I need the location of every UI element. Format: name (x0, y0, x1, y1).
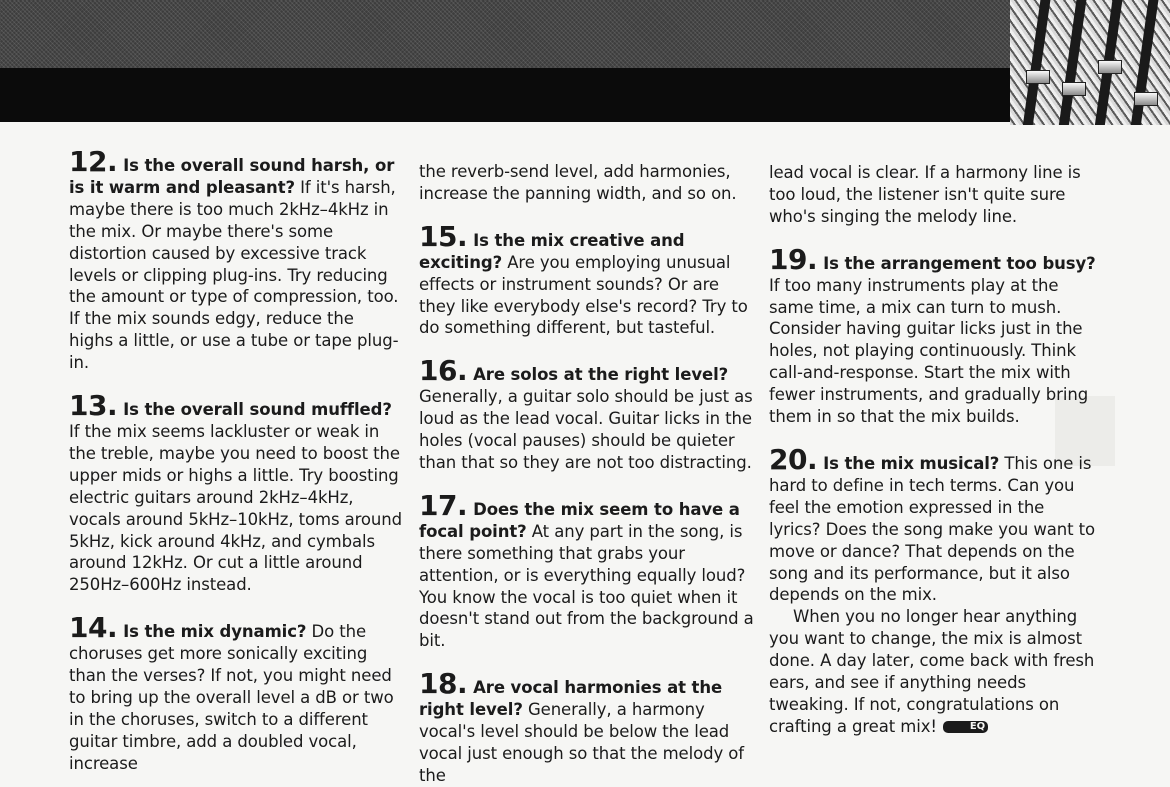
item-number: 18. (419, 667, 468, 701)
item-17 (419, 488, 755, 652)
item-16 (419, 354, 755, 474)
item-question: Is the mix creative and exciting? (419, 230, 685, 272)
item-question: Is the overall sound muffled? (123, 400, 392, 420)
item-number: 19. (769, 242, 818, 276)
item-question: Is the mix musical? (823, 453, 1000, 473)
item-answer: If it's harsh, maybe there is too much 2kHz–4kHz in the mix. Or maybe there's some distortion caused by excessive track levels or clipping plug-ins. Try reducing the amount or type of compression, too. If the mix sounds edgy, reduce the highs a little, or use a tube or tape plug-in. (69, 177, 399, 373)
item-answer: Do the choruses get more sonically exciting than the verses? If not, you might need to bring up the overall level a dB or two in the choruses, switch to a different guitar timbre, add a doubled vocal, increase (69, 622, 394, 773)
closing-text: When you no longer hear anything you want to change, the mix is almost done. A day later, come back with fresh ears, and see if anything needs tweaking. If not, congratulations on crafting a great mix! (769, 607, 1095, 736)
item-answer: If the mix seems lackluster or weak in the treble, maybe you need to boost the upper mids or highs a little. Try boosting electric guitars around 2kHz–4kHz, vocals around 5kHz–10kHz, toms around 5kHz, kick around 4kHz, and cymbals around 12kHz. Or cut a little around 250Hz–600Hz instead. (69, 421, 403, 595)
item-number: 17. (419, 488, 468, 522)
item-18 (419, 667, 755, 787)
column-2 (419, 161, 755, 787)
item-question: Are vocal harmonies at the right level? (419, 678, 723, 720)
item-answer: Generally, a guitar solo should be just as loud as the lead vocal. Guitar licks in the holes (vocal pauses) should be quieter than that so they are not too distracting. (419, 387, 753, 472)
eq-end-mark-icon: EQ (943, 721, 988, 733)
column-1 (69, 145, 403, 775)
item-15 (419, 219, 755, 340)
closing-paragraph (769, 606, 1097, 737)
item-question: Is the overall sound harsh, or is it warm and pleasant? (69, 156, 395, 197)
item-number: 14. (69, 611, 118, 645)
item-18-continuation: lead vocal is clear. If a harmony line is too loud, the listener isn't quite sure who's singing the melody line. (769, 163, 1081, 226)
header-texture-band (0, 0, 1170, 68)
item-19 (769, 242, 1097, 428)
item-answer: This one is hard to define in tech terms. Can you feel the emotion expressed in the lyrics? Does the song make you want to move or dance? That depends on the song and its performance, but it also depends on the mix. (769, 453, 1096, 605)
item-answer: Are you employing unusual effects or instrument sounds? Or are they like everybody else's record? Try to do something different, but tasteful. (419, 252, 748, 338)
item-question: Are solos at the right level? (473, 365, 729, 385)
item-answer: At any part in the song, is there something that grabs your attention, or is everything equally loud? You know the vocal is too quiet when it doesn't stand out from the background a bit. (419, 521, 754, 651)
item-question: Is the arrangement too busy? (823, 253, 1096, 273)
item-13 (69, 389, 403, 596)
item-14-continuation: the reverb-send level, add harmonies, increase the panning width, and so on. (419, 162, 737, 203)
item-14 (69, 611, 403, 774)
item-answer: Generally, a harmony vocal's level should be below the lead vocal just enough so that the melody of the (419, 700, 744, 785)
item-12 (69, 145, 403, 374)
mixer-faders-image (1010, 0, 1170, 125)
item-question: Is the mix dynamic? (123, 622, 307, 642)
item-number: 16. (419, 354, 468, 388)
item-number: 13. (69, 389, 118, 423)
item-number: 20. (769, 442, 818, 476)
item-question: Does the mix seem to have a focal point? (419, 499, 740, 541)
item-answer: If too many instruments play at the same time, a mix can turn to mush. Consider having guitar licks just in the holes, not playing continuously. Think call-and-response. Start the mix with fewer instruments, and gradually bring them in so that the mix builds. (769, 275, 1089, 427)
header-black-band (0, 68, 1010, 122)
item-number: 15. (419, 219, 468, 253)
item-20 (769, 442, 1097, 606)
column-3 (769, 162, 1097, 738)
item-number: 12. (69, 145, 118, 178)
